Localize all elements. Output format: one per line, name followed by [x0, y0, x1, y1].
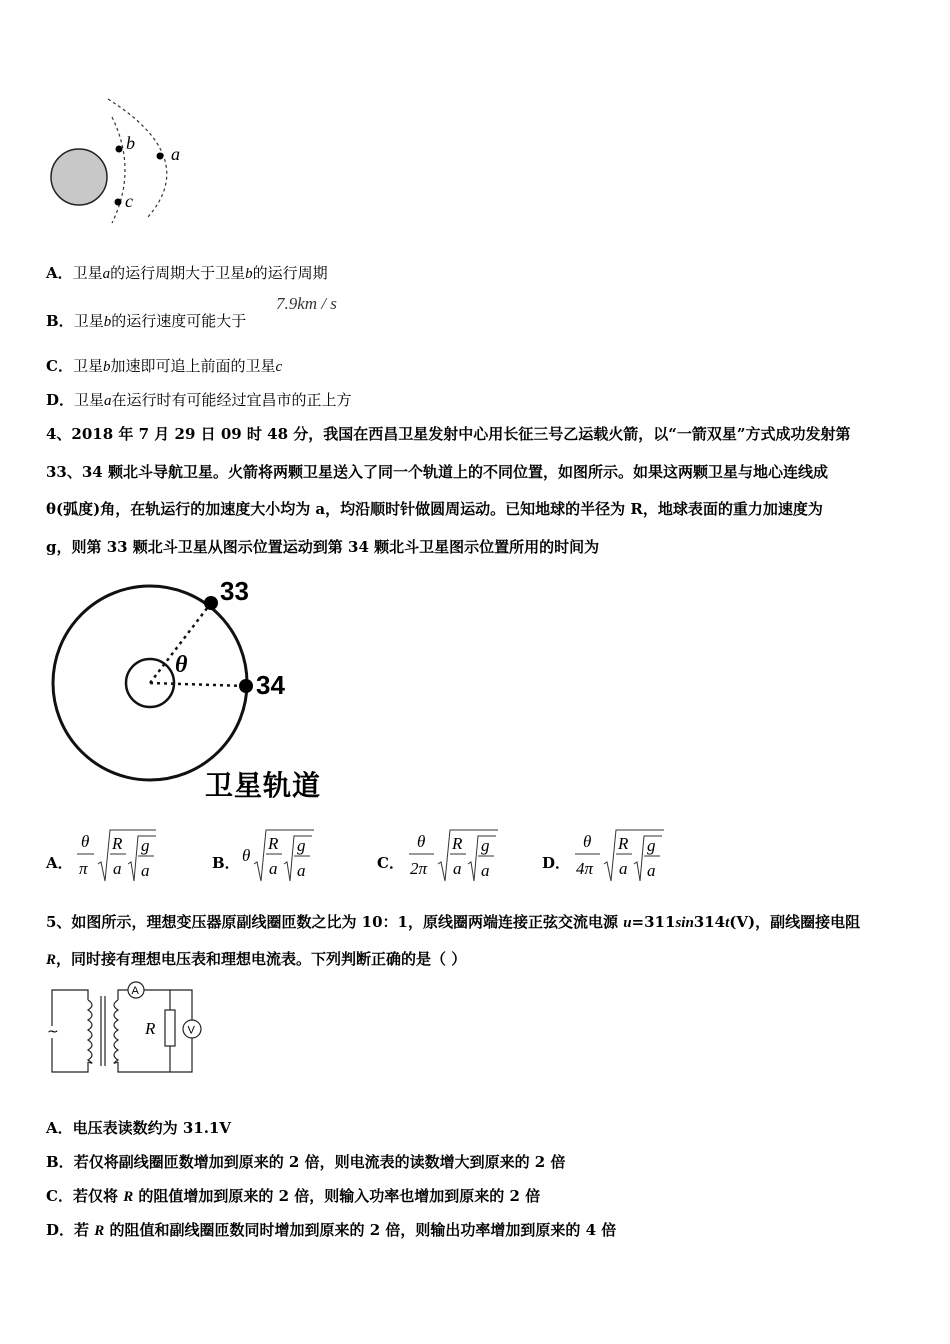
q3-option-b: B．卫星b的运行速度可能大于	[46, 312, 247, 330]
voltmeter-label: V	[187, 1024, 195, 1037]
orbit-figure-abc	[40, 95, 210, 225]
satellite-c-dot	[115, 199, 122, 206]
sqrt-g: g	[297, 836, 306, 855]
sqrt-a1: a	[269, 859, 278, 878]
satellite-b-dot	[116, 146, 123, 153]
q5-option-a: A．电压表读数约为 31.1V	[46, 1119, 232, 1137]
sqrt-a2: a	[481, 861, 490, 880]
theta: θ	[242, 846, 251, 865]
q3-option-b-speed: 7.9km / s	[276, 294, 337, 313]
fraction-denominator: 2π	[410, 859, 428, 878]
secondary-top-wire	[118, 990, 128, 1000]
sqrt-g: g	[141, 836, 150, 855]
label-c: c	[125, 191, 133, 211]
q5-stem-line-2: R，同时接有理想电压表和理想电流表。下列判断正确的是（ ）	[46, 950, 467, 968]
satellite-33-dot	[204, 596, 218, 610]
resistor-body	[165, 1010, 175, 1046]
q4-option-b-formula	[240, 826, 320, 886]
q4-option-c-letter: C．	[377, 854, 404, 872]
primary-loop-bottom	[52, 1038, 88, 1072]
sqrt-r: R	[452, 834, 463, 853]
q4-stem-line-2: 33、34 颗北斗导航卫星。火箭将两颗卫星送入了同一个轨道上的不同位置，如图所示。如果这两颗卫星与地心连线成	[46, 463, 828, 481]
earth-disc	[51, 149, 107, 205]
q3-option-d: D．卫星a在运行时有可能经过宜昌市的正上方	[46, 391, 352, 409]
sqrt-r: R	[112, 834, 123, 853]
sqrt-a2: a	[297, 861, 306, 880]
radius-to-34	[150, 683, 246, 686]
sqrt-a2: a	[647, 861, 656, 880]
satellite-orbit-figure	[50, 570, 350, 810]
angle-theta-label: θ	[175, 652, 188, 678]
q5-stem-line-1: 5、如图所示，理想变压器原副线圈匝数之比为 10：1，原线圈两端连接正弦交流电源 u=311sin314t(V)，副线圈接电阻	[46, 913, 861, 931]
secondary-coil	[114, 1000, 118, 1063]
sqrt-a2: a	[141, 861, 150, 880]
q4-option-a-letter: A．	[46, 854, 73, 872]
transformer-circuit	[44, 980, 214, 1078]
q4-stem-line-1: 4、2018 年 7 月 29 日 09 时 48 分，我国在西昌卫星发射中心用长征三号乙运载火箭，以“一箭双星”方式成功发射第	[46, 425, 851, 443]
primary-coil	[88, 1000, 92, 1063]
q4-option-a-formula	[74, 826, 164, 886]
sqrt-r: R	[268, 834, 279, 853]
q3-option-c: C．卫星b加速即可追上前面的卫星c	[46, 357, 283, 375]
sqrt-g: g	[481, 836, 490, 855]
q4-stem-line-4: g，则第 33 颗北斗卫星从图示位置运动到第 34 颗北斗卫星图示位置所用的时间为	[46, 538, 600, 556]
fraction-numerator: θ	[417, 832, 426, 851]
q4-option-c-formula	[406, 826, 506, 886]
resistor-label: R	[145, 1019, 156, 1038]
sqrt-a1: a	[619, 859, 628, 878]
sqrt-g: g	[647, 836, 656, 855]
sqrt-r: R	[618, 834, 629, 853]
q5-option-b: B．若仅将副线圈匝数增加到原来的 2 倍，则电流表的读数增大到原来的 2 倍	[46, 1153, 566, 1171]
primary-loop-top	[52, 990, 88, 1026]
fraction-numerator: θ	[583, 832, 592, 851]
inner-orbit	[112, 117, 125, 223]
q5-option-c: C．若仅将 R 的阻值增加到原来的 2 倍，则输入功率也增加到原来的 2 倍	[46, 1187, 541, 1205]
satellite-34-label: 34	[256, 670, 285, 700]
q4-option-d-formula	[572, 826, 672, 886]
ammeter-label: A	[131, 985, 139, 997]
q5-option-d: D．若 R 的阻值和副线圈匝数同时增加到原来的 2 倍，则输出功率增加到原来的 4 倍	[46, 1221, 617, 1239]
source-symbol: ~	[47, 1024, 59, 1040]
label-b: b	[126, 133, 135, 153]
secondary-top-wire-2	[144, 990, 192, 1020]
figure-caption: 卫星轨道	[205, 769, 322, 802]
satellite-34-dot	[239, 679, 253, 693]
q4-option-b-letter: B．	[212, 854, 240, 872]
satellite-a-dot	[157, 153, 164, 160]
secondary-bottom-wire	[118, 1038, 192, 1072]
q4-option-d-letter: D．	[542, 854, 571, 872]
fraction-numerator: θ	[81, 832, 90, 851]
fraction-denominator: π	[79, 859, 88, 878]
q3-option-a: A．卫星a的运行周期大于卫星b的运行周期	[46, 264, 328, 282]
sqrt-a1: a	[113, 859, 122, 878]
label-a: a	[171, 144, 180, 164]
fraction-denominator: 4π	[576, 859, 594, 878]
satellite-33-label: 33	[220, 576, 249, 606]
sqrt-a1: a	[453, 859, 462, 878]
q4-stem-line-3: θ(弧度)角，在轨运行的加速度大小均为 a，均沿顺时针做圆周运动。已知地球的半径为 R，地球表面的重力加速度为	[46, 500, 823, 518]
